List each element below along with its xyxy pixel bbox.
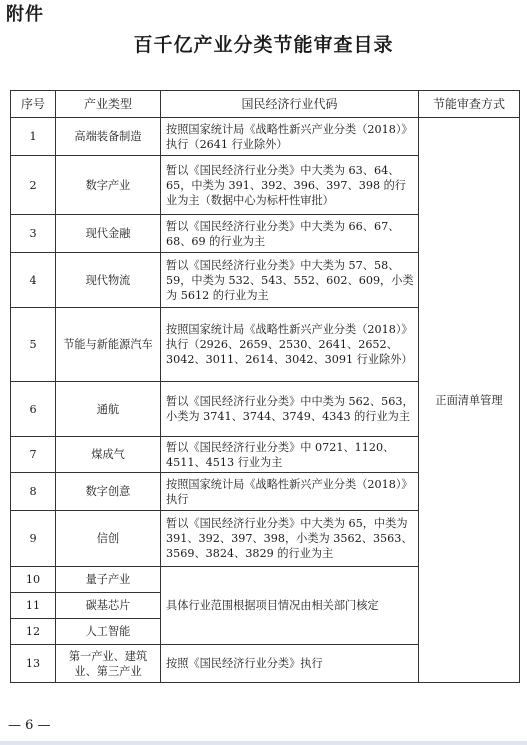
- row-type: 现代物流: [56, 253, 161, 308]
- row-no: 2: [11, 156, 56, 215]
- row-code: 按照国家统计局《战略性新兴产业分类（2018）》执行（2641 行业除外）: [161, 118, 419, 156]
- row-no: 8: [11, 473, 56, 511]
- header-code: 国民经济行业代码: [161, 91, 419, 118]
- row-type: 数字创意: [56, 473, 161, 511]
- table-row: [11, 118, 520, 156]
- row-type: 数字产业: [56, 156, 161, 215]
- review-method-cell: 正面清单管理: [419, 118, 520, 683]
- row-code: 暂以《国民经济行业分类》中中类为 562、563，小类为 3741、3744、3749、4343 的行业为主: [161, 382, 419, 437]
- row-type: 碳基芯片: [56, 593, 161, 619]
- row-type: 量子产业: [56, 567, 161, 593]
- row-type: 人工智能: [56, 619, 161, 645]
- row-type: 信创: [56, 511, 161, 567]
- row-no: 4: [11, 253, 56, 308]
- row-no: 9: [11, 511, 56, 567]
- row-type: 煤成气: [56, 437, 161, 473]
- row-type: 节能与新能源汽车: [56, 308, 161, 382]
- row-code: 暂以《国民经济行业分类》中大类为 63、64、65，中类为 391、392、396、397、398 的行业为主（数据中心为标杆性审批）: [161, 156, 419, 215]
- catalog-table: [10, 90, 520, 683]
- row-code: 按照《国民经济行业分类》执行: [161, 645, 419, 683]
- row-no: 10: [11, 567, 56, 593]
- page-number: — 6 —: [8, 718, 51, 733]
- row-no: 7: [11, 437, 56, 473]
- row-code: 暂以《国民经济行业分类》中大类为 65，中类为 391、392、397、398，小类为 3562、3563、3569、3824、3829 的行业为主: [161, 511, 419, 567]
- header-type: 产业类型: [56, 91, 161, 118]
- row-no: 3: [11, 215, 56, 253]
- page-title: 百千亿产业分类节能审查目录: [133, 34, 394, 56]
- bottom-edge: [0, 741, 527, 745]
- table-header-row: [11, 91, 520, 118]
- merged-code-cell: 具体行业范围根据项目情况由相关部门核定: [161, 567, 419, 645]
- row-no: 1: [11, 118, 56, 156]
- row-no: 5: [11, 308, 56, 382]
- row-code: 暂以《国民经济行业分类》中 0721、1120、4511、4513 行业为主: [161, 437, 419, 473]
- row-no: 13: [11, 645, 56, 683]
- row-type: 现代金融: [56, 215, 161, 253]
- row-code: 暂以《国民经济行业分类》中大类为 57、58、59，中类为 532、543、552、602、609，小类为 5612 的行业为主: [161, 253, 419, 308]
- row-type: 高端装备制造: [56, 118, 161, 156]
- row-no: 6: [11, 382, 56, 437]
- row-no: 12: [11, 619, 56, 645]
- header-no: 序号: [11, 91, 56, 118]
- row-code: 按照国家统计局《战略性新兴产业分类（2018）》执行（2926、2659、2530、2641、2652、3042、3011、2614、3042、3091 行业除外）: [161, 308, 419, 382]
- row-type: 第一产业、建筑业、第三产业: [56, 645, 161, 683]
- row-no: 11: [11, 593, 56, 619]
- attachment-label: 附件: [6, 4, 44, 25]
- header-review-method: 节能审查方式: [419, 91, 520, 118]
- row-code: 暂以《国民经济行业分类》中大类为 66、67、68、69 的行业为主: [161, 215, 419, 253]
- row-code: 按照国家统计局《战略性新兴产业分类（2018）》执行: [161, 473, 419, 511]
- row-type: 通航: [56, 382, 161, 437]
